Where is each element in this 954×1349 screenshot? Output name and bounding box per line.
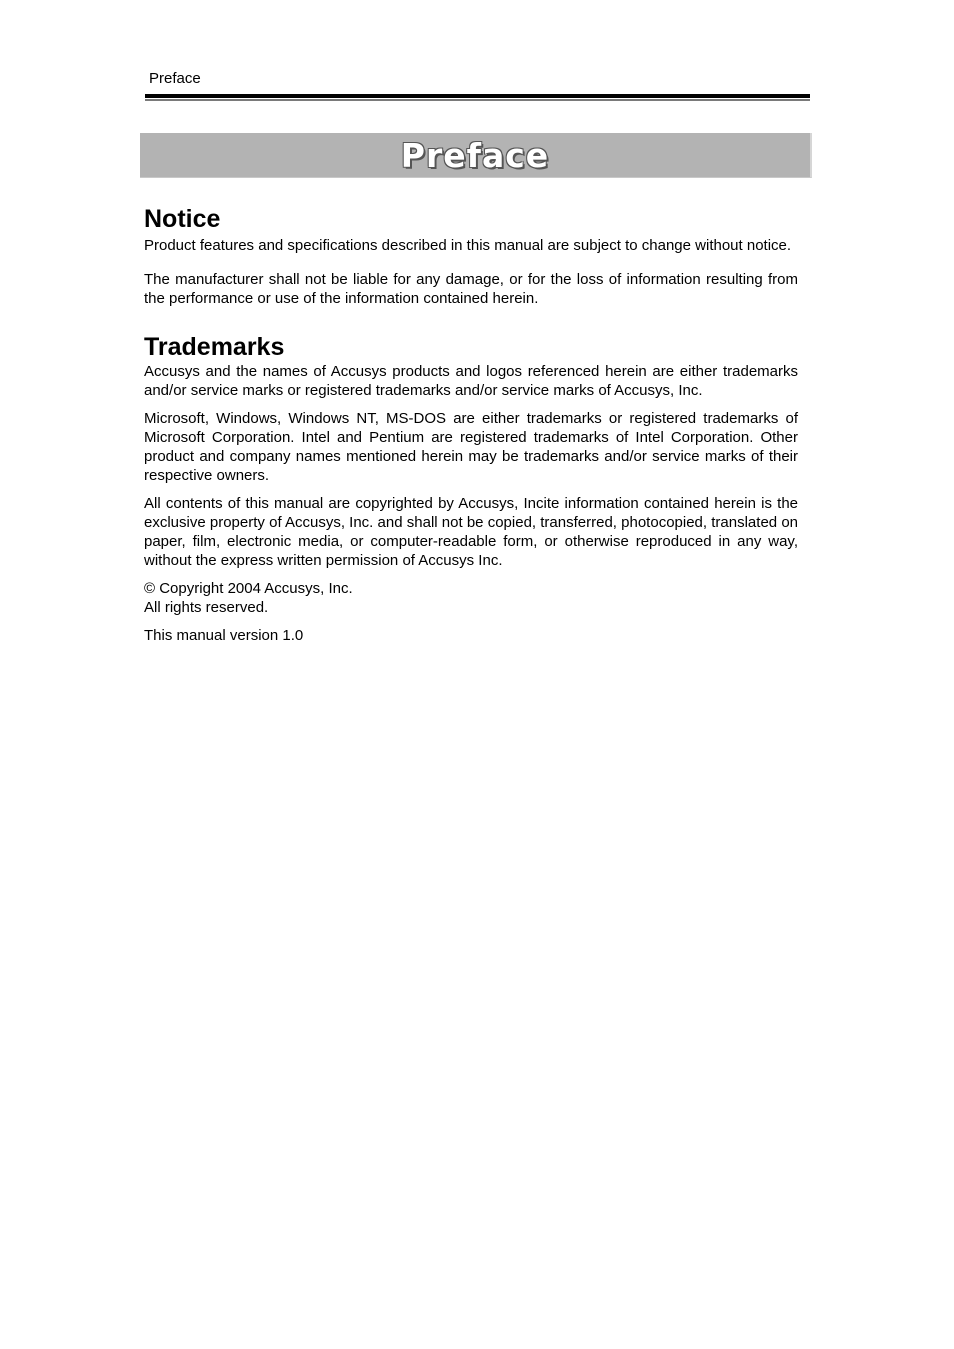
rights-line: All rights reserved. [144,599,269,616]
page-content [144,204,798,645]
copyright-block [144,579,798,617]
notice-paragraph: Product features and specifications described in this manual are subject to change without notice. [144,237,792,254]
header-rule-thin [145,99,810,101]
trademarks-paragraph: All contents of this manual are copyrighted by Accusys, Incite information contained herein is the exclusive property of Accusys, Inc. and shall not be copied, transferred, photocopied, translated on paper, film, electronic media, or computer-readable form, or otherwise reproduced in any way, without the express written permission of Accusys Inc. [144,495,798,569]
version-line: This manual version 1.0 [144,627,304,644]
copyright-line: © Copyright 2004 Accusys, Inc. [144,580,353,597]
running-header-title: Preface [149,70,201,87]
trademarks-section [144,332,798,645]
trademarks-paragraph: Accusys and the names of Accusys products and logos referenced herein are either trademarks and/or service marks or registered trademarks and/or service marks of Accusys, Inc. [144,363,798,399]
trademarks-paragraph: Microsoft, Windows, Windows NT, MS-DOS are either trademarks or registered trademarks of Microsoft Corporation. Intel and Pentium are registered trademarks of Intel Corporation. Other product and company names mentioned herein may be trademarks and/or service marks of their respective owners. [144,410,798,484]
header-rule [145,94,810,98]
notice-paragraph: The manufacturer shall not be liable for any damage, or for the loss of information resulting from the performance or use of the information contained herein. [144,271,798,307]
trademarks-heading: Trademarks [144,333,285,361]
chapter-banner [140,133,812,178]
notice-section [144,204,798,308]
notice-heading: Notice [144,205,221,233]
chapter-title: Preface [400,135,550,175]
